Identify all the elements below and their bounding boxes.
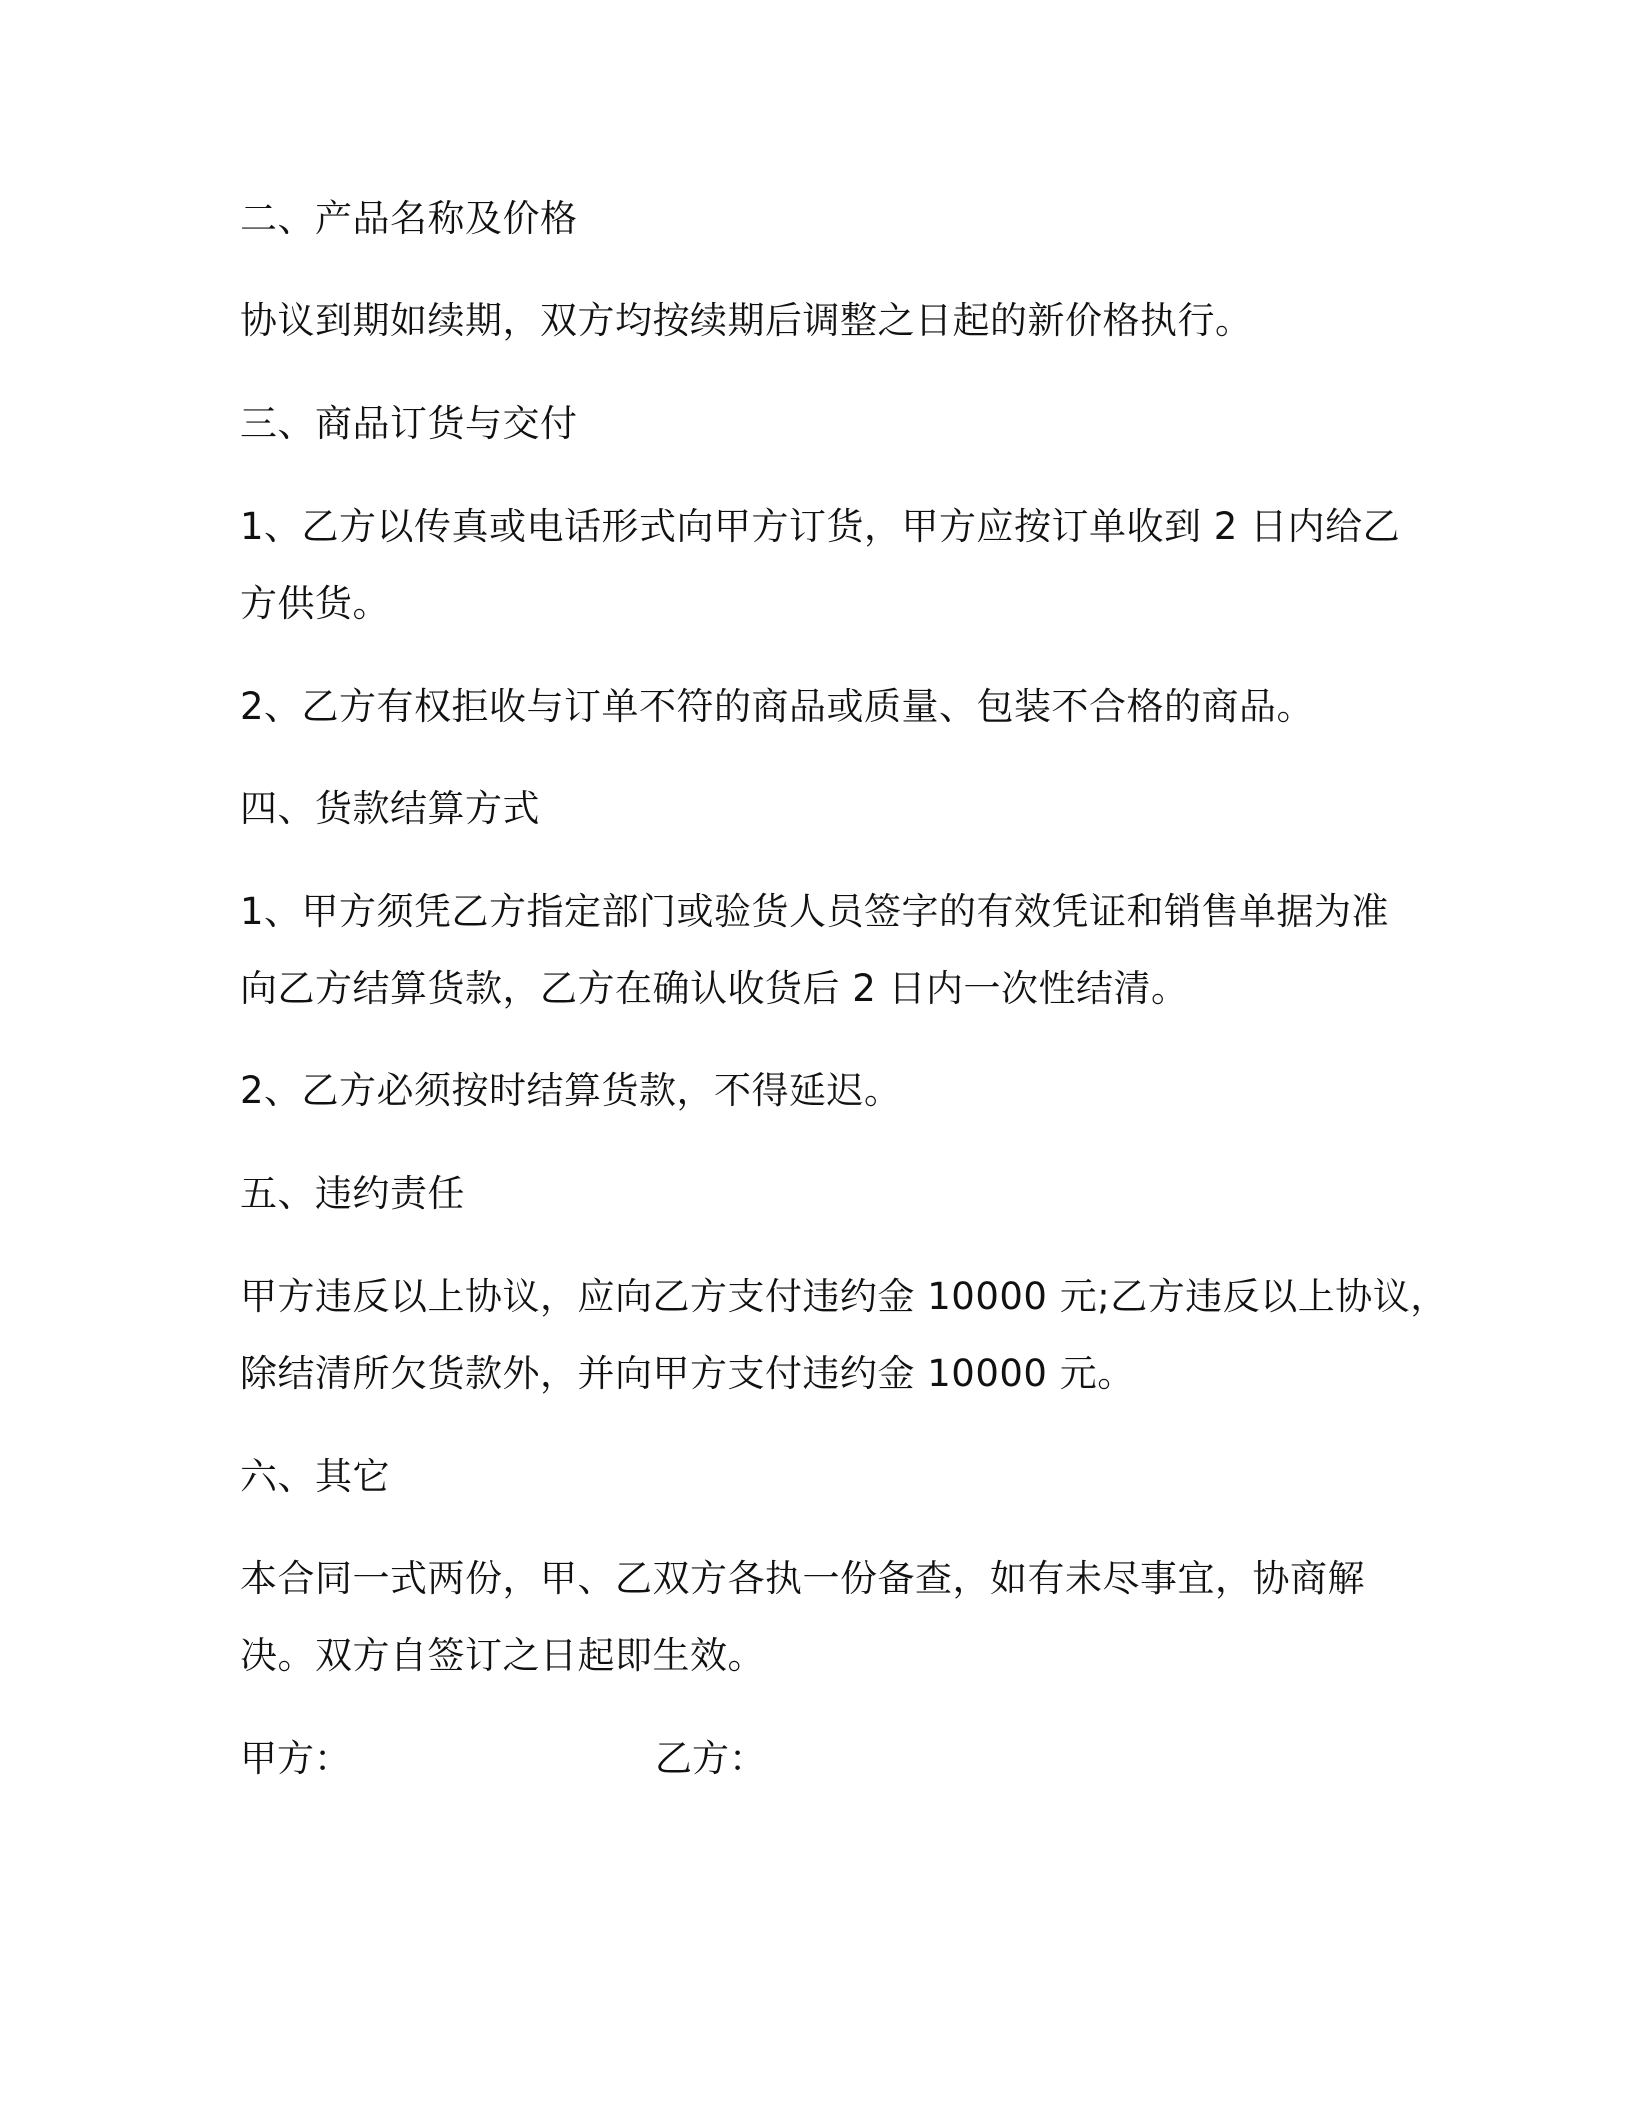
clause-order-1-line-2: 方供货。: [240, 582, 390, 625]
clause-payment-2: 2、乙方必须按时结算货款，不得延迟。: [240, 1069, 902, 1112]
paragraph-other-line-1: 本合同一式两份，甲、乙双方各执一份备查，如有未尽事宜，协商解: [240, 1557, 1365, 1600]
paragraph-renewal-price: 协议到期如续期，双方均按续期后调整之日起的新价格执行。: [240, 299, 1253, 342]
clause-order-2: 2、乙方有权拒收与订单不符的商品或质量、包装不合格的商品。: [240, 685, 1315, 728]
section-heading-other: 六、其它: [240, 1455, 390, 1498]
paragraph-breach-line-2: 除结清所欠货款外，并向甲方支付违约金 10000 元。: [240, 1352, 1135, 1395]
paragraph-breach-line-1: 甲方违反以上协议，应向乙方支付违约金 10000 元;乙方违反以上协议，: [240, 1275, 1448, 1318]
section-heading-payment-settlement: 四、货款结算方式: [240, 787, 540, 830]
clause-payment-1-line-2: 向乙方结算货款，乙方在确认收货后 2 日内一次性结清。: [240, 967, 1189, 1010]
paragraph-other-line-2: 决。双方自签订之日起即生效。: [240, 1634, 765, 1677]
signature-party-b-label: 乙方：: [655, 1737, 766, 1780]
clause-order-1-line-1: 1、乙方以传真或电话形式向甲方订货，甲方应按订单收到 2 日内给乙: [240, 505, 1401, 548]
section-heading-product-price: 二、产品名称及价格: [240, 197, 578, 240]
clause-payment-1-line-1: 1、甲方须凭乙方指定部门或验货人员签字的有效凭证和销售单据为准: [240, 890, 1390, 933]
signature-party-a-label: 甲方：: [240, 1737, 351, 1780]
section-heading-breach-liability: 五、违约责任: [240, 1172, 465, 1215]
section-heading-order-delivery: 三、商品订货与交付: [240, 402, 578, 445]
